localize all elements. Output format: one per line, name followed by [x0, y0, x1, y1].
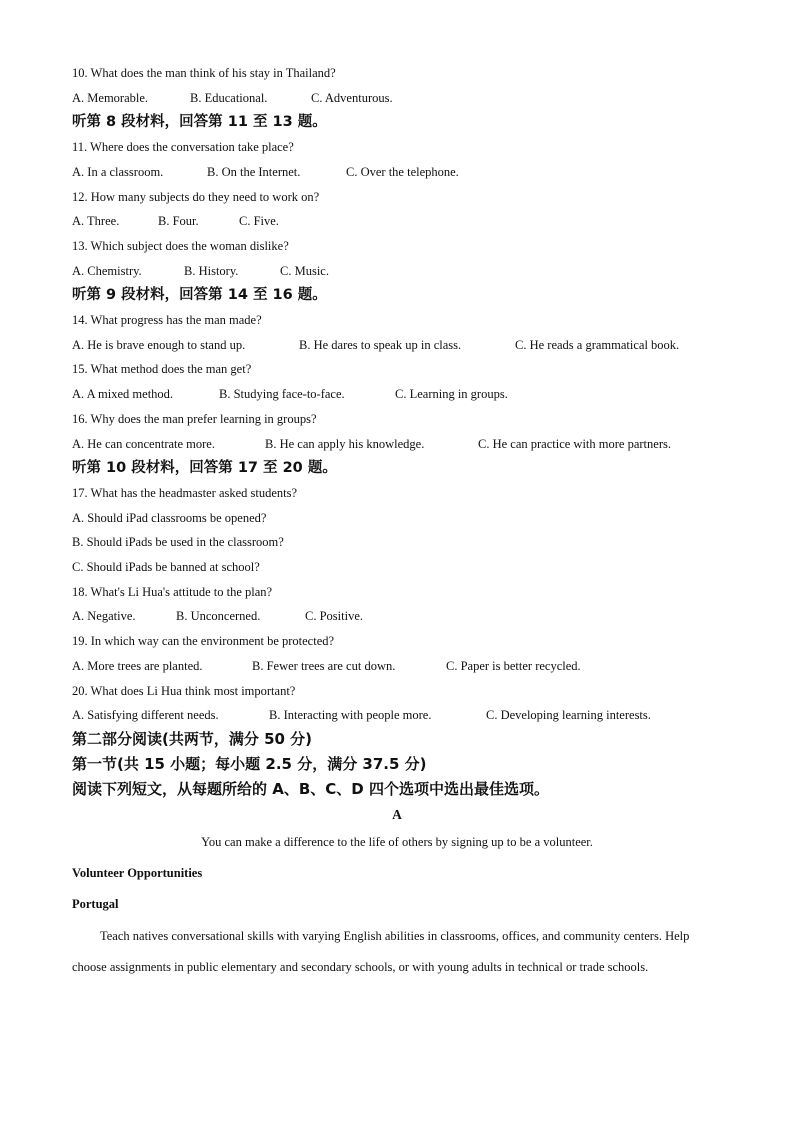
option-b: B. Fewer trees are cut down. [252, 659, 396, 673]
option-c: C. He reads a grammatical book. [515, 338, 680, 352]
reading-instruction: 阅读下列短文，从每题所给的 A、B、C、D 四个选项中选出最佳选项。 [72, 780, 549, 798]
option-a: A. Memorable. [72, 91, 149, 105]
option-a: A. More trees are planted. [72, 659, 203, 673]
option-b: B. Unconcerned. [176, 609, 261, 623]
option-a: A. Satisfying different needs. [72, 708, 219, 722]
section-8-header: 听第 8 段材料，回答第 11 至 13 题。 [72, 114, 327, 130]
question-18-options [72, 608, 363, 624]
passage-subheading: Portugal [72, 897, 119, 911]
question-14-options [72, 337, 679, 353]
question-17-option-c: C. Should iPads be banned at school? [72, 560, 260, 574]
question-11-stem: 11. Where does the conversation take place? [72, 140, 294, 154]
option-b: B. History. [184, 264, 239, 278]
question-14-stem: 14. What progress has the man made? [72, 313, 262, 327]
question-19-stem: 19. In which way can the environment be protected? [72, 634, 335, 648]
section-10-header: 听第 10 段材料，回答第 17 至 20 题。 [72, 460, 337, 476]
question-16-options [72, 436, 671, 452]
option-a: A. He can concentrate more. [72, 437, 215, 451]
question-17-option-a: A. Should iPad classrooms be opened? [72, 511, 267, 525]
option-a: A. A mixed method. [72, 387, 174, 401]
passage-label: A [392, 807, 402, 822]
option-c: C. Adventurous. [311, 91, 393, 105]
question-13-options [72, 263, 329, 279]
option-a: A. He is brave enough to stand up. [72, 338, 246, 352]
question-17-stem: 17. What has the headmaster asked students? [72, 486, 298, 500]
question-12-options [72, 213, 279, 229]
question-13-stem: 13. Which subject does the woman dislike? [72, 239, 289, 253]
question-20-stem: 20. What does Li Hua think most important? [72, 684, 296, 698]
question-18-stem: 18. What's Li Hua's attitude to the plan? [72, 585, 273, 599]
option-c: C. Developing learning interests. [486, 708, 651, 722]
question-19-options [72, 658, 581, 674]
option-c: C. Five. [239, 214, 279, 228]
question-16-stem: 16. Why does the man prefer learning in groups? [72, 412, 317, 426]
question-11-options [72, 164, 459, 180]
passage-intro: You can make a difference to the life of others by signing up to be a volunteer. [201, 835, 593, 849]
option-b: B. Four. [158, 214, 199, 228]
question-10-stem: 10. What does the man think of his stay in Thailand? [72, 66, 336, 80]
section-9-header: 听第 9 段材料，回答第 14 至 16 题。 [72, 287, 327, 303]
question-10-options [72, 90, 393, 106]
option-c: C. Paper is better recycled. [446, 659, 581, 673]
question-20-options [72, 707, 651, 723]
option-a: A. Negative. [72, 609, 136, 623]
option-c: C. Over the telephone. [346, 165, 459, 179]
option-b: B. Studying face-to-face. [219, 387, 345, 401]
option-b: B. Interacting with people more. [269, 708, 432, 722]
option-c: C. Music. [280, 264, 329, 278]
option-b: B. He dares to speak up in class. [299, 338, 462, 352]
option-c: C. He can practice with more partners. [478, 437, 671, 451]
option-a: A. Three. [72, 214, 120, 228]
question-15-stem: 15. What method does the man get? [72, 362, 252, 376]
option-c: C. Positive. [305, 609, 363, 623]
question-17-option-b: B. Should iPads be used in the classroom? [72, 535, 284, 549]
option-a: A. In a classroom. [72, 165, 164, 179]
option-b: B. He can apply his knowledge. [265, 437, 425, 451]
question-12-stem: 12. How many subjects do they need to work on? [72, 190, 320, 204]
question-15-options [72, 386, 508, 402]
option-b: B. On the Internet. [207, 165, 301, 179]
option-c: C. Learning in groups. [395, 387, 508, 401]
section-1-title: 第一节(共 15 小题；每小题 2.5 分，满分 37.5 分) [72, 755, 427, 773]
passage-heading: Volunteer Opportunities [72, 866, 203, 880]
passage-body: Teach natives conversational skills with varying English abilities in classrooms, offices, and community centers. Help choose assignments in public elementary and secondary schools, or with young adults in technical or trade schools. [72, 929, 690, 974]
option-a: A. Chemistry. [72, 264, 142, 278]
part-2-title: 第二部分阅读(共两节，满分 50 分) [72, 730, 313, 748]
option-b: B. Educational. [190, 91, 268, 105]
